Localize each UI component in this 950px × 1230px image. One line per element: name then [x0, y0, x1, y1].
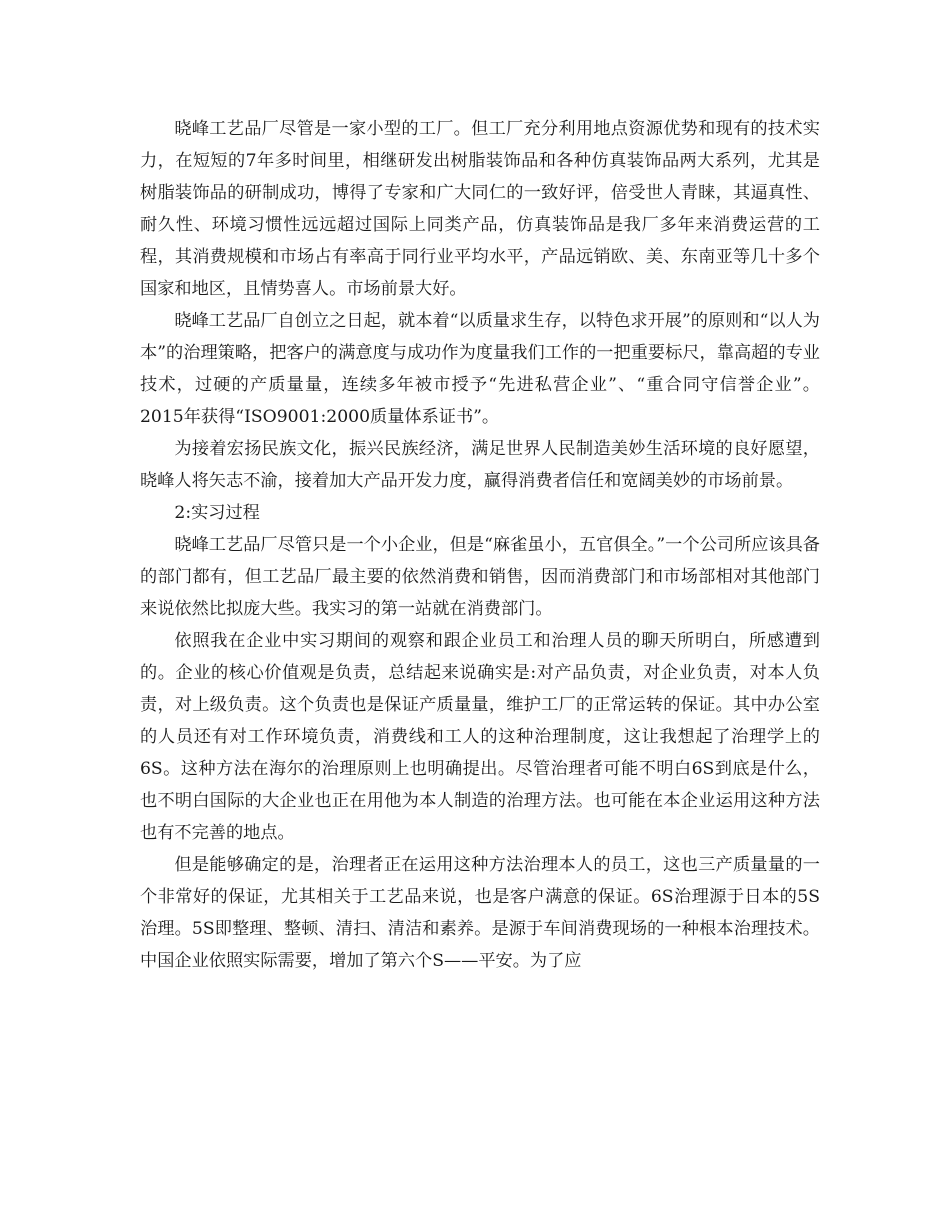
document-body: [140, 113, 820, 977]
paragraph-core-values: 依照我在企业中实习期间的观察和跟企业员工和治理人员的聊天所明白，所感遭到的。企业的核心价值观是负责，总结起来说确实是:对产品负责，对企业负责，对本人负责，对上级负责。这个负责也是保证产质量量，维护工厂的正常运转的保证。其中办公室的人员还有对工作环境负责，消费线和工人的这种治理制度，这让我想起了治理学上的6S。这种方法在海尔的治理原则上也明确提出。尽管治理者可能不明白6S到底是什么，也不明白国际的大企业也正在用他为本人制造的治理方法。也可能在本企业运用这种方法也有不完善的地点。: [140, 631, 820, 843]
paragraph-departments: 晓峰工艺品厂尽管只是一个小企业，但是“麻雀虽小，五官俱全。”一个公司所应该具备的部门都有，但工艺品厂最主要的依然消费和销售，因而消费部门和市场部相对其他部门来说依然比拟庞大些。我实习的第一站就在消费部门。: [140, 535, 820, 619]
paragraph-vision: 为接着宏扬民族文化，振兴民族经济，满足世界人民制造美妙生活环境的良好愿望，晓峰人将矢志不渝，接着加大产品开发力度，赢得消费者信任和宽阔美妙的市场前景。: [140, 439, 820, 491]
paragraph-principles: 晓峰工艺品厂自创立之日起，就本着“以质量求生存，以特色求开展”的原则和“以人为本”的治理策略，把客户的满意度与成功作为度量我们工作的一把重要标尺，靠高超的专业技术，过硬的产质量量，连续多年被市授予“先进私营企业”、“重合同守信誉企业”。2015年获得“ISO9001:2000质量体系证书”。: [140, 311, 820, 427]
section-heading-internship-process: 2:实习过程: [174, 503, 260, 523]
paragraph-6s-management: 但是能够确定的是，治理者正在运用这种方法治理本人的员工，这也三产质量量的一个非常好的保证，尤其相关于工艺品来说，也是客户满意的保证。6S治理源于日本的5S治理。5S即整理、整顿、清扫、清洁和素养。是源于车间消费现场的一种根本治理技术。中国企业依照实际需要，增加了第六个S——平安。为了应: [140, 855, 820, 971]
paragraph-company-intro: 晓峰工艺品厂尽管是一家小型的工厂。但工厂充分利用地点资源优势和现有的技术实力，在短短的7年多时间里，相继研发出树脂装饰品和各种仿真装饰品两大系列，尤其是树脂装饰品的研制成功，博得了专家和广大同仁的一致好评，倍受世人青睐，其逼真性、耐久性、环境习惯性远远超过国际上同类产品，仿真装饰品是我厂多年来消费运营的工程，其消费规模和市场占有率高于同行业平均水平，产品远销欧、美、东南亚等几十多个国家和地区，且情势喜人。市场前景大好。: [140, 119, 820, 299]
